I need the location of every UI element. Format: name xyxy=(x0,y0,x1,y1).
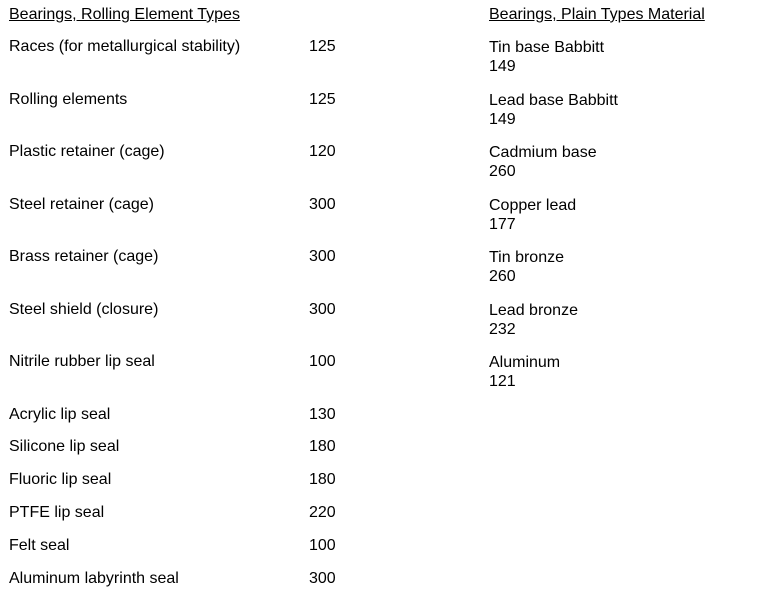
plain-item-name: Cadmium base xyxy=(489,144,597,161)
rolling-item-value: 220 xyxy=(309,504,336,521)
plain-row xyxy=(489,143,749,181)
rolling-item-value: 125 xyxy=(309,91,336,108)
rolling-item-name: Aluminum labyrinth seal xyxy=(9,570,179,587)
plain-item-value: 260 xyxy=(489,268,516,285)
rolling-row xyxy=(9,196,349,216)
plain-item-value: 149 xyxy=(489,58,516,75)
rolling-row xyxy=(9,570,349,590)
rolling-item-value: 100 xyxy=(309,353,336,370)
rolling-item-name: Steel retainer (cage) xyxy=(9,196,154,213)
rolling-item-name: Brass retainer (cage) xyxy=(9,248,159,265)
plain-item-value: 232 xyxy=(489,321,516,338)
plain-item-name: Aluminum xyxy=(489,354,561,371)
rolling-item-value: 100 xyxy=(309,537,336,554)
rolling-row xyxy=(9,143,349,163)
rolling-item-name: Nitrile rubber lip seal xyxy=(9,353,155,370)
plain-row xyxy=(489,248,749,286)
rolling-item-name: Fluoric lip seal xyxy=(9,471,112,488)
rolling-row xyxy=(9,504,349,524)
plain-item-name: Copper lead xyxy=(489,197,577,214)
plain-item-name: Lead base Babbitt xyxy=(489,92,618,109)
plain-item-value: 260 xyxy=(489,163,516,180)
rolling-item-value: 300 xyxy=(309,570,336,587)
rolling-item-value: 125 xyxy=(309,38,336,55)
rolling-item-value: 300 xyxy=(309,248,336,265)
plain-item-value: 149 xyxy=(489,111,516,128)
rolling-row xyxy=(9,248,349,268)
rolling-item-value: 180 xyxy=(309,438,336,455)
rolling-item-name: Races (for metallurgical stability) xyxy=(9,38,241,55)
rolling-row xyxy=(9,91,349,111)
plain-section-title: Bearings, Plain Types Material xyxy=(489,6,705,23)
rolling-row xyxy=(9,38,349,58)
plain-row xyxy=(489,196,749,234)
rolling-row xyxy=(9,406,349,426)
plain-row xyxy=(489,38,749,76)
plain-item-value: 177 xyxy=(489,216,516,233)
plain-item-value: 121 xyxy=(489,373,516,390)
rolling-section-title: Bearings, Rolling Element Types xyxy=(9,6,240,23)
rolling-item-name: Felt seal xyxy=(9,537,70,554)
rolling-item-name: PTFE lip seal xyxy=(9,504,105,521)
plain-row xyxy=(489,353,749,391)
rolling-item-value: 120 xyxy=(309,143,336,160)
rolling-row xyxy=(9,471,349,491)
rolling-item-value: 300 xyxy=(309,301,336,318)
rolling-item-value: 180 xyxy=(309,471,336,488)
rolling-item-name: Plastic retainer (cage) xyxy=(9,143,165,160)
rolling-item-name: Steel shield (closure) xyxy=(9,301,159,318)
rolling-row xyxy=(9,353,349,373)
rolling-row xyxy=(9,537,349,557)
plain-item-name: Tin bronze xyxy=(489,249,564,266)
plain-row xyxy=(489,301,749,339)
plain-item-name: Lead bronze xyxy=(489,302,578,319)
rolling-row xyxy=(9,301,349,321)
rolling-item-name: Silicone lip seal xyxy=(9,438,120,455)
rolling-row xyxy=(9,438,349,458)
rolling-item-name: Rolling elements xyxy=(9,91,128,108)
rolling-item-value: 300 xyxy=(309,196,336,213)
plain-row xyxy=(489,91,749,129)
rolling-item-value: 130 xyxy=(309,406,336,423)
rolling-item-name: Acrylic lip seal xyxy=(9,406,111,423)
plain-item-name: Tin base Babbitt xyxy=(489,39,605,56)
